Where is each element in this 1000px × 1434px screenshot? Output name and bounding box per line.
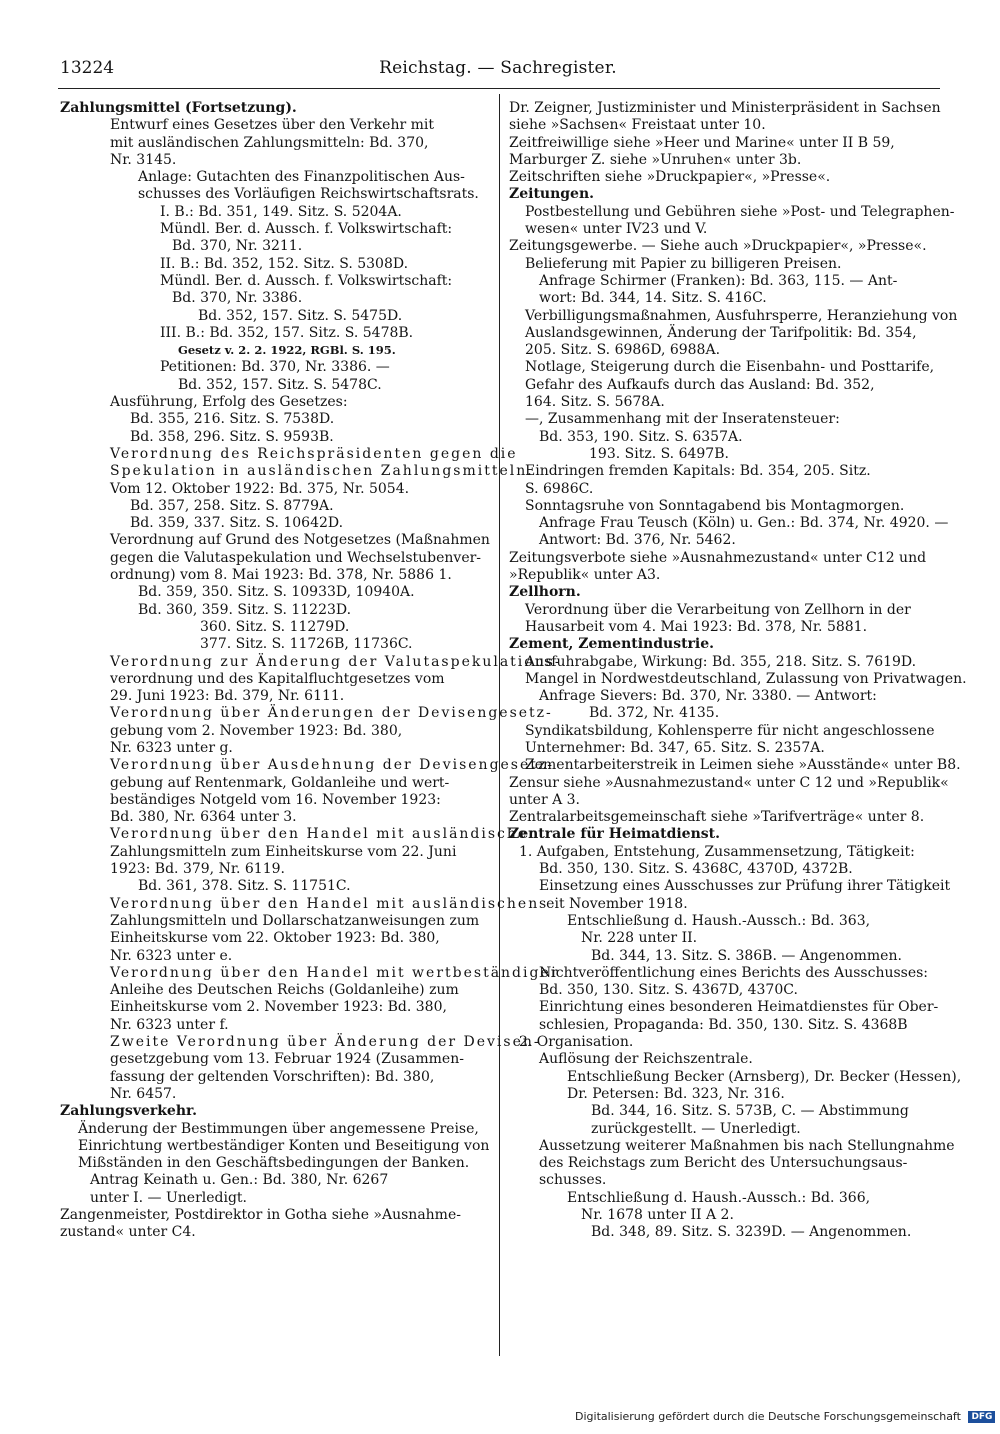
text-line: Mündl. Ber. d. Aussch. f. Volkswirtschaft:: [160, 272, 453, 289]
text-line: 164. Sitz. S. 5678A.: [525, 394, 665, 411]
right-column: [509, 100, 967, 1242]
text-line: Entschließung d. Haush.-Aussch.: Bd. 363,: [567, 912, 871, 929]
text-line: Zement, Zementindustrie.: [509, 636, 715, 653]
text-line: Antwort: Bd. 376, Nr. 5462.: [539, 532, 736, 549]
text-line: Zahlungsverkehr.: [60, 1103, 197, 1120]
text-line: Bd. 344, 13. Sitz. S. 386B. — Angenommen.: [591, 947, 902, 964]
text-line: Einsetzung eines Ausschusses zur Prüfung ihrer Tätigkeit: [539, 878, 951, 895]
text-line: Bd. 344, 16. Sitz. S. 573B, C. — Abstimmung: [591, 1103, 909, 1120]
text-line: Zeitschriften siehe »Druckpapier«, »Presse«.: [509, 169, 831, 186]
text-line: Aussetzung weiterer Maßnahmen bis nach Stellungnahme: [539, 1137, 955, 1154]
text-line: 1923: Bd. 379, Nr. 6119.: [110, 861, 285, 878]
text-line: Eindringen fremden Kapitals: Bd. 354, 205. Sitz.: [525, 463, 871, 480]
text-line: 360. Sitz. S. 11279D.: [200, 618, 350, 635]
text-line: Verordnung über den Handel mit wertbeständiger: [110, 964, 560, 981]
text-line: Bd. 348, 89. Sitz. S. 3239D. — Angenommen.: [591, 1224, 912, 1241]
text-line: schusses des Vorläufigen Reichswirtschaftsrats.: [138, 186, 479, 203]
text-line: Marburger Z. siehe »Unruhen« unter 3b.: [509, 151, 802, 168]
text-line: Antrag Keinath u. Gen.: Bd. 380, Nr. 6267: [90, 1172, 389, 1189]
dfg-logo: DFG: [968, 1411, 995, 1423]
text-line: Auslandsgewinnen, Änderung der Tarifpolitik: Bd. 354,: [525, 324, 917, 341]
text-line: Zahlungsmittel (Fortsetzung).: [60, 100, 297, 116]
text-line: Nr. 1678 unter II A 2.: [581, 1207, 734, 1223]
text-line: Auflösung der Reichszentrale.: [539, 1051, 753, 1068]
text-line: Einrichtung eines besonderen Heimatdienstes für Ober-: [539, 999, 939, 1016]
text-line: wesen« unter IV23 und V.: [525, 221, 708, 238]
text-line: Bd. 352, 157. Sitz. S. 5478C.: [178, 376, 382, 393]
text-line: unter I. — Unerledigt.: [90, 1189, 248, 1206]
text-line: 2. Organisation.: [519, 1034, 634, 1051]
text-line: Zeitungen.: [509, 186, 595, 203]
text-line: Zensur siehe »Ausnahmezustand« unter C 12 und »Republik«: [509, 774, 949, 791]
text-line: Entschließung Becker (Arnsberg), Dr. Becker (Hessen),: [567, 1068, 962, 1085]
text-line: Zentralarbeitsgemeinschaft siehe »Tarifverträge« unter 8.: [509, 809, 925, 826]
text-line: Zellhorn.: [509, 584, 581, 601]
text-line: Bd. 359, 337. Sitz. S. 10642D.: [130, 515, 344, 532]
text-line: Unternehmer: Bd. 347, 65. Sitz. S. 2357A.: [525, 739, 825, 756]
text-line: Verbilligungsmaßnahmen, Ausfuhrsperre, Heranziehung von: [525, 307, 958, 324]
text-line: Verordnung über Ausdehnung der Devisengesetz-: [110, 757, 555, 774]
text-line: Gesetz v. 2. 2. 1922, RGBl. S. 195.: [178, 343, 396, 358]
text-line: Zementarbeiterstreik in Leimen siehe »Ausstände« unter B8.: [525, 757, 961, 774]
text-line: 193. Sitz. S. 6497B.: [589, 445, 729, 462]
text-line: Verordnung über die Verarbeitung von Zellhorn in der: [525, 601, 911, 618]
text-line: 1. Aufgaben, Entstehung, Zusammensetzung, Tätigkeit:: [519, 843, 915, 860]
text-line: Anlage: Gutachten des Finanzpolitischen Aus-: [138, 169, 465, 186]
text-line: Petitionen: Bd. 370, Nr. 3386. —: [160, 359, 390, 376]
text-line: 205. Sitz. S. 6986D, 6988A.: [525, 342, 721, 359]
text-line: Dr. Petersen: Bd. 323, Nr. 316.: [567, 1085, 785, 1102]
text-line: gebung vom 2. November 1923: Bd. 380,: [110, 722, 403, 739]
text-line: Mündl. Ber. d. Aussch. f. Volkswirtschaft:: [160, 221, 453, 238]
text-line: —, Zusammenhang mit der Inseratensteuer:: [525, 411, 840, 428]
text-line: fassung der geltenden Vorschriften): Bd. 380,: [110, 1068, 435, 1085]
text-line: 29. Juni 1923: Bd. 379, Nr. 6111.: [110, 688, 345, 705]
text-line: gebung auf Rentenmark, Goldanleihe und wert-: [110, 774, 450, 791]
text-line: Verordnung zur Änderung der Valutaspekulations-: [110, 653, 562, 670]
text-line: Bd. 350, 130. Sitz. S. 4367D, 4370C.: [539, 982, 798, 999]
text-line: zustand« unter C4.: [60, 1224, 196, 1241]
text-line: Bd. 361, 378. Sitz. S. 11751C.: [138, 878, 351, 895]
text-line: wort: Bd. 344, 14. Sitz. S. 416C.: [539, 290, 767, 307]
page-number: 13224: [60, 58, 115, 78]
header-rule: [58, 88, 940, 89]
text-line: zurückgestellt. — Unerledigt.: [591, 1120, 801, 1137]
text-line: siehe »Sachsen« Freistaat unter 10.: [509, 117, 766, 134]
text-line: Notlage, Steigerung durch die Eisenbahn- und Posttarife,: [525, 359, 935, 376]
column-divider: [499, 94, 500, 1356]
text-line: Einheitskurse vom 22. Oktober 1923: Bd. 380,: [110, 930, 440, 947]
text-line: Nichtveröffentlichung eines Berichts des Ausschusses:: [539, 964, 929, 981]
text-line: Gefahr des Aufkaufs durch das Ausland: Bd. 352,: [525, 376, 875, 393]
text-line: Einheitskurse vom 2. November 1923: Bd. 380,: [110, 999, 447, 1016]
text-line: verordnung und des Kapitalfluchtgesetzes vom: [110, 670, 445, 687]
text-line: Syndikatsbildung, Kohlensperre für nicht angeschlossene: [525, 722, 935, 739]
text-line: Ausfuhrabgabe, Wirkung: Bd. 355, 218. Sitz. S. 7619D.: [525, 653, 917, 670]
text-line: Bd. 357, 258. Sitz. S. 8779A.: [130, 497, 334, 514]
text-line: Verordnung auf Grund des Notgesetzes (Maßnahmen: [110, 532, 490, 549]
text-line: »Republik« unter A3.: [509, 567, 661, 584]
text-line: des Reichstags zum Bericht des Untersuchungsaus-: [539, 1155, 908, 1172]
page-title: Reichstag. — Sachregister.: [379, 58, 617, 78]
text-line: Bd. 370, Nr. 3211.: [172, 238, 303, 255]
text-line: beständiges Notgeld vom 16. November 1923:: [110, 791, 441, 808]
text-line: Zeitungsgewerbe. — Siehe auch »Druckpapier«, »Presse«.: [509, 238, 927, 255]
text-line: Zeitfreiwillige siehe »Heer und Marine« unter II B 59,: [509, 134, 895, 151]
text-line: Mangel in Nordwestdeutschland, Zulassung von Privatwagen.: [525, 670, 967, 687]
text-line: Verordnung über Änderungen der Devisengesetz-: [110, 705, 553, 722]
text-line: Entwurf eines Gesetzes über den Verkehr mit: [110, 117, 434, 134]
footer: [575, 1410, 995, 1423]
text-line: Einrichtung wertbeständiger Konten und Beseitigung von: [78, 1137, 490, 1154]
text-line: mit ausländischen Zahlungsmitteln: Bd. 370,: [110, 134, 429, 151]
text-line: Bd. 353, 190. Sitz. S. 6357A.: [539, 428, 743, 445]
text-line: Nr. 228 unter II.: [581, 930, 698, 947]
text-line: gegen die Valutaspekulation und Wechselstubenver-: [110, 549, 482, 566]
text-line: Ausführung, Erfolg des Gesetzes:: [110, 394, 348, 411]
text-line: ordnung) vom 8. Mai 1923: Bd. 378, Nr. 5886 1.: [110, 567, 452, 584]
text-line: Hausarbeit vom 4. Mai 1923: Bd. 378, Nr. 5881.: [525, 618, 868, 635]
text-line: Bd. 350, 130. Sitz. S. 4368C, 4370D, 4372B.: [539, 861, 853, 878]
text-line: III. B.: Bd. 352, 157. Sitz. S. 5478B.: [160, 324, 414, 341]
text-line: schlesien, Propaganda: Bd. 350, 130. Sitz. S. 4368B: [539, 1016, 908, 1033]
text-line: Zahlungsmitteln und Dollarschatzanweisungen zum: [110, 912, 480, 929]
text-line: Postbestellung und Gebühren siehe »Post- und Telegraphen-: [525, 203, 955, 220]
text-line: I. B.: Bd. 351, 149. Sitz. S. 5204A.: [160, 203, 402, 220]
text-line: Anfrage Schirmer (Franken): Bd. 363, 115. — Ant-: [539, 272, 898, 289]
text-line: Zangenmeister, Postdirektor in Gotha siehe »Ausnahme-: [60, 1207, 461, 1223]
page-header: [58, 58, 938, 84]
text-line: II. B.: Bd. 352, 152. Sitz. S. 5308D.: [160, 255, 409, 272]
text-line: Sonntagsruhe von Sonntagabend bis Montagmorgen.: [525, 497, 905, 514]
text-line: Nr. 6323 unter f.: [110, 1016, 229, 1033]
text-line: Bd. 360, 359. Sitz. S. 11223D.: [138, 601, 352, 618]
text-line: Dr. Zeigner, Justizminister und Ministerpräsident in Sachsen: [509, 100, 941, 116]
text-line: Bd. 380, Nr. 6364 unter 3.: [110, 809, 297, 826]
text-line: Nr. 6323 unter g.: [110, 739, 233, 756]
text-line: 377. Sitz. S. 11726B, 11736C.: [200, 636, 413, 653]
text-line: Bd. 372, Nr. 4135.: [589, 705, 720, 722]
text-line: Verordnung des Reichspräsidenten gegen die: [110, 445, 518, 462]
text-line: Verordnung über den Handel mit ausländischen: [110, 895, 540, 912]
footer-text: Digitalisierung gefördert durch die Deutsche Forschungsgemeinschaft: [575, 1410, 961, 1423]
text-line: S. 6986C.: [525, 480, 594, 497]
text-line: Zeitungsverbote siehe »Ausnahmezustand« unter C12 und: [509, 549, 927, 566]
text-line: Bd. 370, Nr. 3386.: [172, 290, 303, 307]
text-line: Nr. 6323 unter e.: [110, 947, 233, 964]
text-line: Bd. 355, 216. Sitz. S. 7538D.: [130, 411, 335, 428]
text-line: seit November 1918.: [539, 895, 688, 912]
text-line: Verordnung über den Handel mit ausländischen: [110, 826, 540, 843]
text-line: Bd. 359, 350. Sitz. S. 10933D, 10940A.: [138, 584, 415, 601]
text-line: Änderung der Bestimmungen über angemessene Preise,: [78, 1120, 479, 1137]
text-line: Spekulation in ausländischen Zahlungsmitteln.: [110, 463, 534, 480]
text-line: Zahlungsmitteln zum Einheitskurse vom 22. Juni: [110, 843, 457, 860]
text-line: Bd. 352, 157. Sitz. S. 5475D.: [198, 307, 403, 324]
text-line: Zentrale für Heimatdienst.: [509, 826, 720, 843]
text-line: Bd. 358, 296. Sitz. S. 9593B.: [130, 428, 334, 445]
text-line: Entschließung d. Haush.-Aussch.: Bd. 366,: [567, 1189, 871, 1206]
text-line: gesetzgebung vom 13. Februar 1924 (Zusammen-: [110, 1051, 464, 1068]
text-line: schusses.: [539, 1172, 607, 1189]
text-line: Mißständen in den Geschäftsbedingungen der Banken.: [78, 1155, 470, 1172]
text-line: Belieferung mit Papier zu billigeren Preisen.: [525, 255, 842, 272]
text-line: Anleihe des Deutschen Reichs (Goldanleihe) zum: [110, 982, 459, 999]
text-line: Vom 12. Oktober 1922: Bd. 375, Nr. 5054.: [110, 480, 410, 497]
text-line: unter A 3.: [509, 791, 581, 808]
text-line: Anfrage Frau Teusch (Köln) u. Gen.: Bd. 374, Nr. 4920. —: [539, 515, 949, 532]
text-line: Zweite Verordnung über Änderung der Devisen-: [110, 1034, 541, 1051]
text-line: Nr. 3145.: [110, 151, 177, 168]
text-line: Anfrage Sievers: Bd. 370, Nr. 3380. — Antwort:: [539, 688, 877, 705]
text-line: Nr. 6457.: [110, 1085, 177, 1102]
